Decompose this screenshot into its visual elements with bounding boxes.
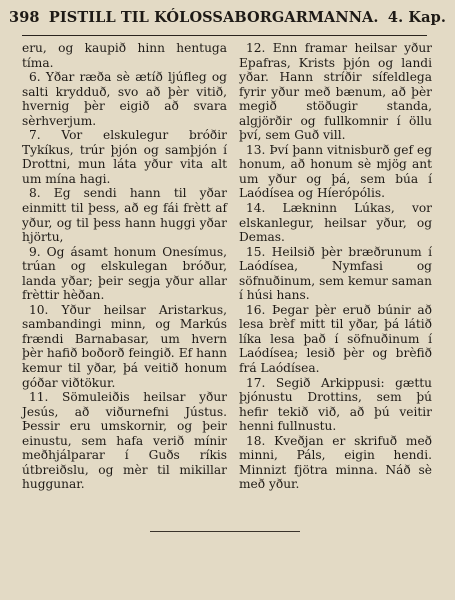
left-column [22, 41, 227, 492]
running-header [9, 9, 446, 35]
page-number: 398 [9, 9, 40, 26]
verse-18: 18. Kveðjan er skrifuð með minni, Páls, eigin hendi. Minnizt fjötra minna. Náð sè með yður. [239, 433, 432, 492]
verse-8: 8. Eg sendi hann til yðar einmitt til þess, að eg fái frètt af yður, og til þess hann huggi yðar hjörtu, [22, 186, 227, 245]
verse-17: 17. Segið Arkippusi: gættu þjónustu Drottins, sem þú hefir tekið við, að þú veitir henni fullnustu. [239, 375, 432, 434]
verse-16: 16. Þegar þèr eruð búnir að lesa brèf mitt til yðar, þá látið líka lesa það í söfnuðinum í Laódísea; lesið þèr og brèfið frá Laódísea. [239, 302, 432, 376]
verse-7: 7. Vor elskulegur bróðir Tykíkus, trúr þjón og samþjón í Drottni, mun láta yður vita alt um mína hagi. [22, 128, 227, 186]
verse-12: 12. Enn framar heilsar yður Epafras, Krists þjón og landi yðar. Hann stríðir sífeldlega fyrir yður með bænum, að þèr megið stöðugir standa, algjörðir og fullkomnir í öllu því, sem Guð vill. [239, 41, 432, 143]
verse-continuation: eru, og kaupið hinn hentuga tíma. [22, 41, 227, 70]
verse-14: 14. Lækninn Lúkas, vor elskanlegur, heilsar yður, og Demas. [239, 201, 432, 245]
verse-9: 9. Og ásamt honum Onesímus, trúan og elskulegan bróður, landa yðar; þeir segja yður allar frèttir hèðan. [22, 244, 227, 303]
right-column [239, 41, 432, 492]
verse-13: 13. Því þann vitnisburð gef eg honum, að honum sè mjög ant um yður og þá, sem búa í Laódísea og Híerópólis. [239, 142, 432, 201]
verse-6: 6. Yðar ræða sè ætíð ljúfleg og salti krydduð, svo að þèr vitið, hvernig þèr eigið að svara sèrhverjum. [22, 70, 227, 128]
verse-15: 15. Heilsið þèr bræðrunum í Laódísea, Nymfasi og söfnuðinum, sem kemur saman í húsi hans. [239, 244, 432, 303]
verse-11: 11. Sömuleiðis heilsar yður Jesús, að viðurnefni Jústus. Þessir eru umskornir, og þeir einustu, sem hafa verið mínir meðhjálparar í Guðs ríkis útbreiðslu, og mèr til mikillar huggunar. [22, 390, 227, 492]
verse-10: 10. Yður heilsar Aristarkus, sambandingi minn, og Markús frændi Barnabasar, um hvern þèr hafið boðorð feingið. Ef hann kemur til yðar, þá veitið honum góðar viðtökur. [22, 302, 227, 390]
book-title: PISTILL TIL KÓLOSSABORGARMANNA. [48, 9, 379, 26]
header-rule [22, 35, 427, 36]
chapter-label: 4. Kap. [387, 9, 446, 26]
footer-rule [150, 531, 300, 532]
